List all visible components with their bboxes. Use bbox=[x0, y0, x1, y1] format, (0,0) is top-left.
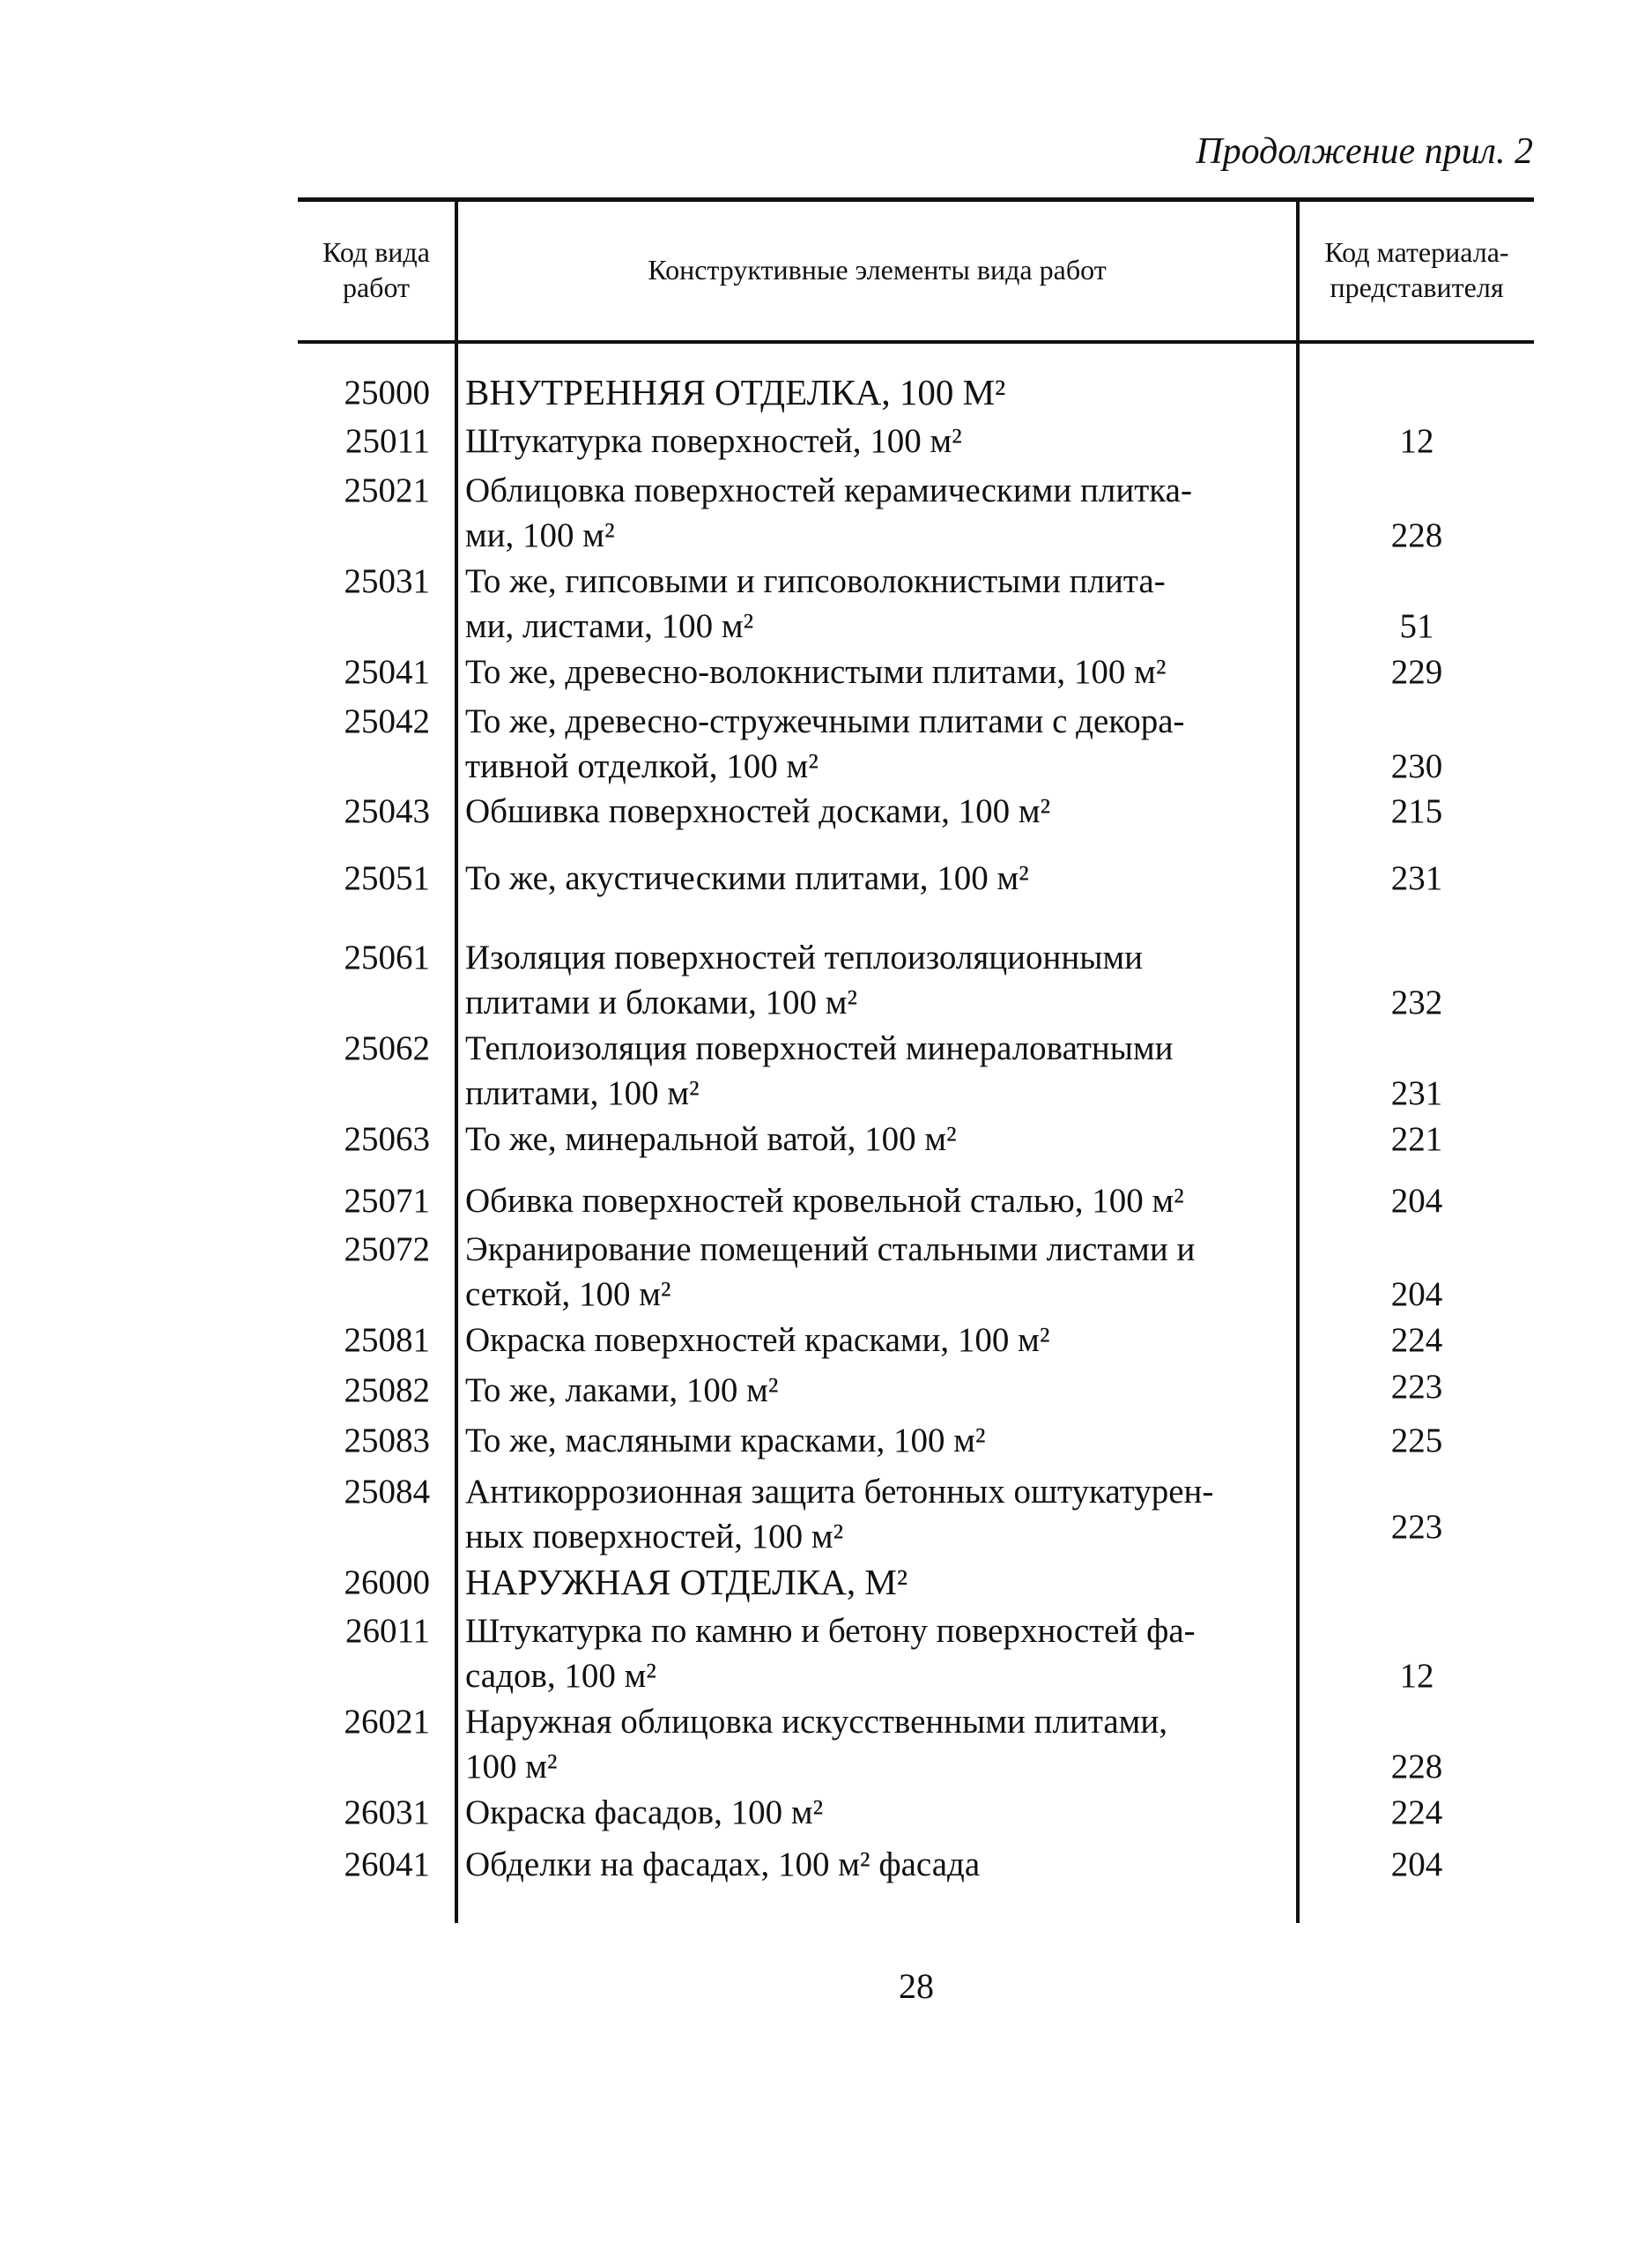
description-cell: То же, акустическими плитами, 100 м² bbox=[465, 859, 1029, 897]
work-code-cell: 25041 bbox=[344, 653, 430, 691]
material-code-cell: 204 bbox=[1390, 1845, 1443, 1883]
material-code-cell: 204 bbox=[1390, 1182, 1443, 1220]
material-code-cell: 224 bbox=[1390, 1793, 1443, 1831]
work-code-cell: 25021 bbox=[344, 472, 430, 509]
work-code-cell: 25042 bbox=[344, 702, 430, 740]
work-code-cell: 25082 bbox=[344, 1371, 430, 1409]
table-top-rule bbox=[298, 197, 1534, 202]
description-cell: Экранирование помещений стальными листами и сеткой, 100 м² bbox=[465, 1230, 1196, 1313]
description-cell: Облицовка поверхностей керамическими плитка- ми, 100 м² bbox=[465, 472, 1192, 554]
work-code-cell: 25000 bbox=[344, 374, 430, 412]
material-code-cell: 215 bbox=[1390, 792, 1443, 830]
continuation-label: Продолжение прил. 2 bbox=[1196, 131, 1533, 172]
header-structural-elements: Конструктивные элементы вида работ bbox=[648, 254, 1107, 286]
section-heading-cell: ВНУТРЕННЯЯ ОТДЕЛКА, 100 М² bbox=[465, 372, 1006, 412]
work-code-cell: 25084 bbox=[344, 1473, 430, 1511]
material-code-cell: 228 bbox=[1390, 1748, 1443, 1786]
description-cell: Антикоррозионная защита бетонных оштукатурен- ных поверхностей, 100 м² bbox=[465, 1473, 1214, 1556]
description-cell: Штукатурка по камню и бетону поверхностей фа- садов, 100 м² bbox=[465, 1612, 1196, 1695]
material-code-cell: 231 bbox=[1390, 1074, 1443, 1112]
work-code-cell: 26031 bbox=[344, 1793, 430, 1831]
column-divider-1 bbox=[455, 197, 458, 1923]
material-code-cell: 223 bbox=[1390, 1368, 1443, 1406]
description-cell: Теплоизоляция поверхностей минераловатными плитами, 100 м² bbox=[465, 1029, 1174, 1112]
material-code-cell: 229 bbox=[1390, 653, 1443, 691]
work-code-cell: 25072 bbox=[344, 1230, 430, 1268]
work-code-cell: 25061 bbox=[344, 939, 430, 977]
work-code-cell: 26000 bbox=[344, 1563, 430, 1601]
works-table bbox=[298, 197, 1534, 1923]
description-cell: То же, минеральной ватой, 100 м² bbox=[465, 1120, 957, 1158]
page-number: 28 bbox=[899, 1966, 934, 2006]
description-cell: Обшивка поверхностей досками, 100 м² bbox=[465, 792, 1051, 830]
work-code-cell: 25031 bbox=[344, 562, 430, 600]
material-code-cell: 223 bbox=[1390, 1508, 1443, 1546]
work-code-cell: 25051 bbox=[344, 859, 430, 897]
description-cell: То же, древесно-стружечными плитами с декора- тивной отделкой, 100 м² bbox=[465, 702, 1185, 785]
material-code-cell: 12 bbox=[1399, 422, 1434, 460]
work-code-cell: 25081 bbox=[344, 1321, 430, 1359]
description-cell: То же, гипсовыми и гипсоволокнистыми плита- ми, листами, 100 м² bbox=[465, 562, 1166, 645]
header-work-code: Код вида работ bbox=[322, 236, 430, 303]
material-code-cell: 221 bbox=[1390, 1120, 1443, 1158]
work-code-cell: 26011 bbox=[344, 1612, 430, 1650]
work-code-cell: 25043 bbox=[344, 792, 430, 830]
work-code-cell: 26041 bbox=[344, 1845, 430, 1883]
header-material-code: Код материала- представителя bbox=[1324, 236, 1509, 303]
material-code-cell: 51 bbox=[1399, 607, 1434, 645]
work-code-cell: 25011 bbox=[344, 422, 430, 460]
material-code-cell: 231 bbox=[1390, 859, 1443, 897]
material-code-cell: 204 bbox=[1390, 1275, 1443, 1313]
description-cell: Окраска фасадов, 100 м² bbox=[465, 1793, 824, 1831]
description-cell: Обделки на фасадах, 100 м² фасада bbox=[465, 1845, 981, 1883]
description-cell: Окраска поверхностей красками, 100 м² bbox=[465, 1321, 1050, 1359]
description-cell: То же, масляными красками, 100 м² bbox=[465, 1422, 986, 1459]
description-cell: Штукатурка поверхностей, 100 м² bbox=[465, 422, 962, 460]
work-code-cell: 26021 bbox=[344, 1703, 430, 1741]
material-code-cell: 228 bbox=[1390, 516, 1443, 554]
description-cell: То же, лаками, 100 м² bbox=[465, 1371, 779, 1409]
section-heading-cell: НАРУЖНАЯ ОТДЕЛКА, М² bbox=[465, 1562, 908, 1602]
description-cell: Изоляция поверхностей теплоизоляционными плитами и блоками, 100 м² bbox=[465, 939, 1144, 1021]
material-code-cell: 224 bbox=[1390, 1321, 1443, 1359]
description-cell: Наружная облицовка искусственными плитами, 100 м² bbox=[465, 1703, 1167, 1786]
description-cell: То же, древесно-волокнистыми плитами, 100 м² bbox=[465, 653, 1167, 691]
material-code-cell: 225 bbox=[1390, 1422, 1443, 1459]
material-code-cell: 232 bbox=[1390, 984, 1443, 1021]
description-cell: Обивка поверхностей кровельной сталью, 100 м² bbox=[465, 1182, 1184, 1220]
work-code-cell: 25071 bbox=[344, 1182, 430, 1220]
header-bottom-rule bbox=[298, 340, 1534, 344]
work-code-cell: 25062 bbox=[344, 1029, 430, 1067]
work-code-cell: 25063 bbox=[344, 1120, 430, 1158]
work-code-cell: 25083 bbox=[344, 1422, 430, 1459]
material-code-cell: 230 bbox=[1390, 747, 1443, 785]
material-code-cell: 12 bbox=[1399, 1657, 1434, 1695]
